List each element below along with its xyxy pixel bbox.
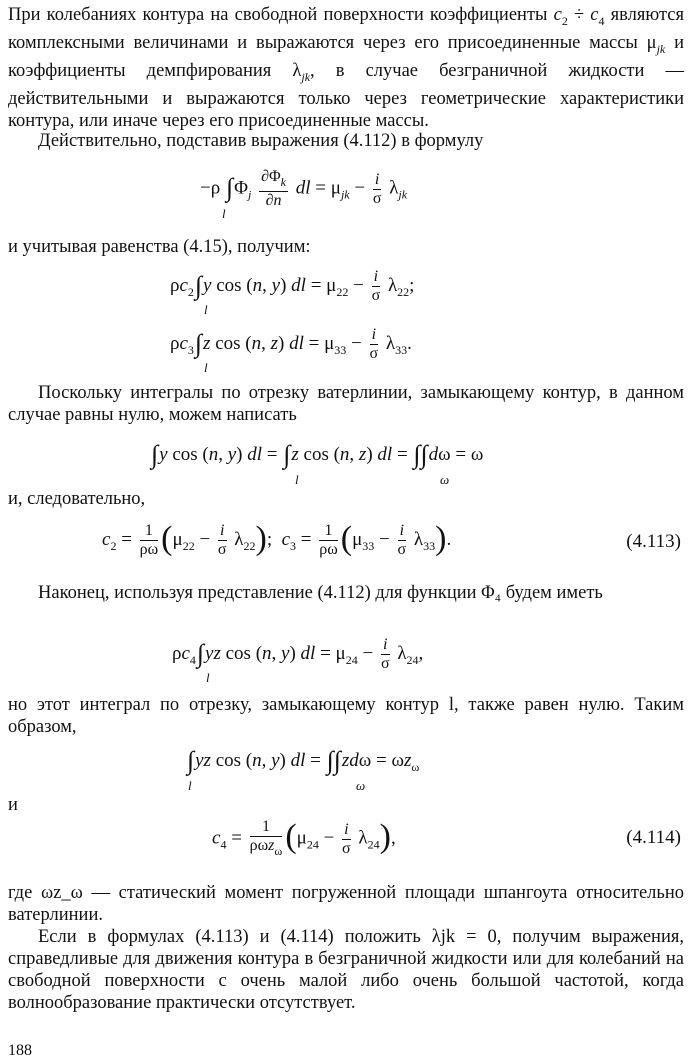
- equation-7: ∫yz cos (n, y) dl = $\int\int zd\omega = \omega z_\omega$ l ω: [187, 746, 420, 793]
- equation-3: $\rho c_3\int z$ cos (n, z) dl = $\mu_{33}$ − $\frac{i}{\sigma}$ $\lambda_{33}$. l: [170, 326, 412, 375]
- paragraph-10: Если в формулах (4.113) и (4.114) положить λjk = 0, получим выражения, справедливые для движения контура в безграничной жидкости или для колебаний на свободной поверхности с очень малой либо очень большой частотой, когда волнообразование практически отсутствует.: [8, 927, 684, 1013]
- equation-1: −ρ $\int\Phi_j$ $\frac{\partial\Phi_k}{\partial n}$ dl = $\mu_{jk}$ − $\frac{i}{\sigma}$ $\lambda_{jk}$ l: [200, 168, 408, 221]
- equation-8: $c_4$ = $\frac{1}{\rho\omega z_\omega}$ ($\mu_{24}$ − $\frac{i}{\sigma}$ $\lambda_{24}$),: [212, 818, 396, 858]
- paragraph-6: Наконец, используя представление (4.112) для функции Φ₄ будем иметь: [38, 583, 603, 603]
- paragraph-7: но этот интеграл по отрезку, замыкающему контур l, также равен нулю. Таким образом,: [8, 695, 684, 737]
- page-number: 188: [8, 1042, 32, 1059]
- paragraph-2: Действительно, подставив выражения (4.112) в формулу: [38, 131, 484, 151]
- equation-number-4-113: (4.113): [626, 531, 681, 552]
- paragraph-4: Поскольку интегралы по отрезку ватерлинии, замыкающему контур, в данном случае равны нулю, можем написать: [8, 383, 684, 425]
- paragraph-1: При колебаниях контура на свободной поверхности коэффициенты $c_2 \div c_4$ являются комплексными величинами и выражаются через его присоединенные массы $\mu_{jk}$ и коэффициенты демпфирования $\lambda_{jk}$, в случае безграничной жидкости — действительными и выражаются только через геометрические характеристики контура, или иначе через его присоединенные массы.: [8, 5, 684, 131]
- equation-2: $\rho c_2\int y$ cos (n, y) dl = $\mu_{22}$ − $\frac{i}{\sigma}$ $\lambda_{22}$; l: [170, 268, 415, 317]
- equation-5: $c_2$ = $\frac{1}{\rho\omega}$ ($\mu_{22}$ − $\frac{i}{\sigma}$ $\lambda_{22}$); $c_3$ = $\frac{1}{\rho\omega}$ ($\mu_{33}$ − $\frac{i}{\sigma}$ $\lambda_{33}$).: [102, 519, 452, 558]
- paragraph-3: и учитывая равенства (4.15), получим:: [8, 237, 311, 257]
- equation-number-4-114: (4.114): [626, 827, 681, 848]
- equation-6: $\rho c_4\int yz$ cos (n, y) dl = $\mu_{24}$ − $\frac{i}{\sigma}$ $\lambda_{24}$, l: [172, 636, 424, 685]
- paragraph-9: где ωz_ω — статический момент погруженной площади шпангоута относительно ватерлинии.: [8, 883, 684, 925]
- equation-4: ∫y cos (n, y) dl = ∫z cos (n, z) dl = ∫∫dω = ω l ω: [151, 440, 484, 487]
- paragraph-8: и: [8, 795, 18, 815]
- paragraph-5: и, следовательно,: [8, 489, 146, 509]
